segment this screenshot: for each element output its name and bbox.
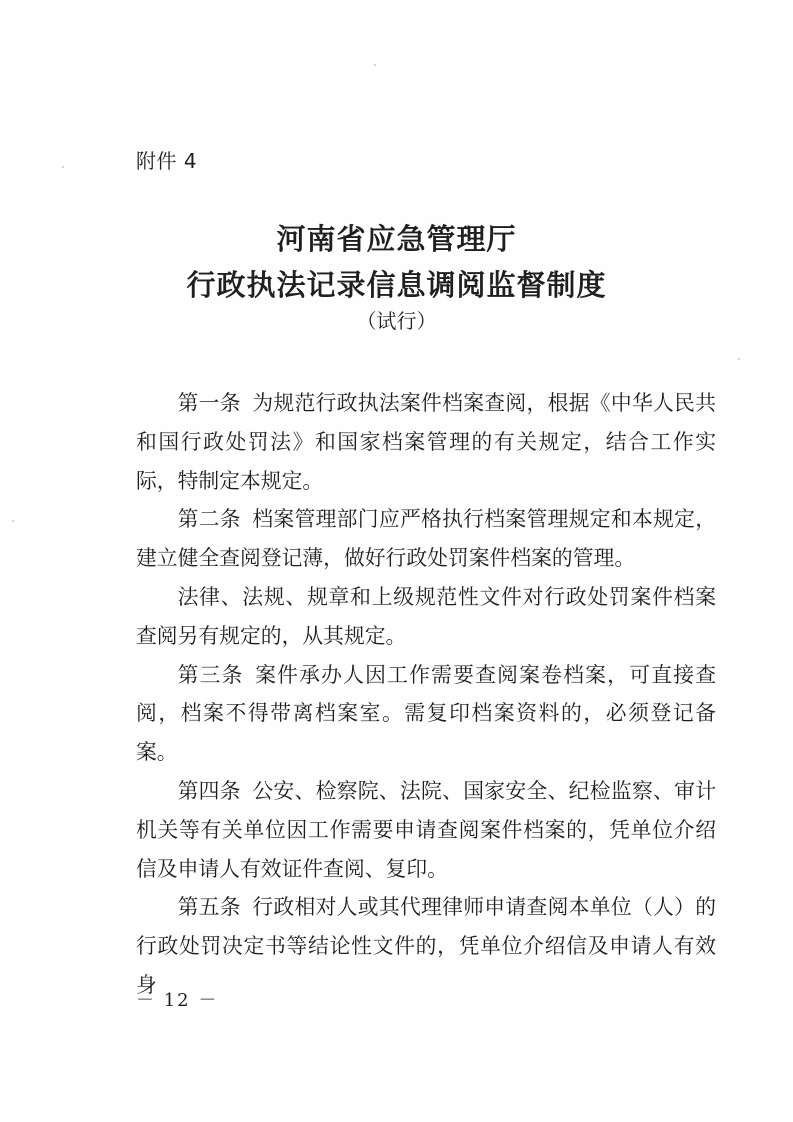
scan-speck xyxy=(12,520,14,522)
article-text: 档案管理部门应严格执行档案管理规定和本规定，建立健全查阅登记薄，做好行政处罚案件档案的管理。 xyxy=(136,507,717,571)
page-number: － 12 － xyxy=(136,990,219,1011)
scan-speck xyxy=(374,64,376,66)
document-subtitle: （试行） xyxy=(356,309,437,333)
article-number: 第四条 xyxy=(177,778,241,803)
article-text: 为规范行政执法案件档案查阅，根据《中华人民共和国行政处罚法》和国家档案管理的有关规定，结合工作实际，特制定本规定。 xyxy=(136,391,717,493)
article-number: 第一条 xyxy=(177,391,241,415)
article-text: 行政相对人或其代理律师申请查阅本单位（人）的行政处罚决定书等结论性文件的，凭单位介绍信及申请人有效身 xyxy=(136,895,717,997)
paragraph-article-4 xyxy=(136,772,716,888)
document-title-line-1: 河南省应急管理厅 xyxy=(276,222,517,256)
paragraph-article-5 xyxy=(136,888,716,1004)
paragraph-article-2 xyxy=(136,500,716,578)
article-text: 法律、法规、规章和上级规范性文件对行政处罚案件档案查阅另有规定的，从其规定。 xyxy=(136,584,716,648)
scan-speck xyxy=(738,358,740,360)
article-number: 第二条 xyxy=(177,507,241,532)
paragraph-article-2-supplement xyxy=(136,578,716,656)
document-body xyxy=(136,384,716,1005)
document-title-line-2: 行政执法记录信息调阅监督制度 xyxy=(186,268,607,302)
article-text: 公安、检察院、法院、国家安全、纪检监察、审计机关等有关单位因工作需要申请查阅案件档案的，凭单位介绍信及申请人有效证件查阅、复印。 xyxy=(136,778,717,881)
scan-speck xyxy=(62,166,64,168)
attachment-label: 附件 4 xyxy=(136,149,198,173)
paragraph-article-1 xyxy=(136,384,716,500)
article-number: 第三条 xyxy=(177,662,244,687)
article-number: 第五条 xyxy=(177,895,241,920)
paragraph-article-3 xyxy=(136,656,716,772)
article-text: 案件承办人因工作需要查阅案卷档案，可直接查阅，档案不得带离档案室。需复印档案资料的，必须登记备案。 xyxy=(136,662,717,765)
